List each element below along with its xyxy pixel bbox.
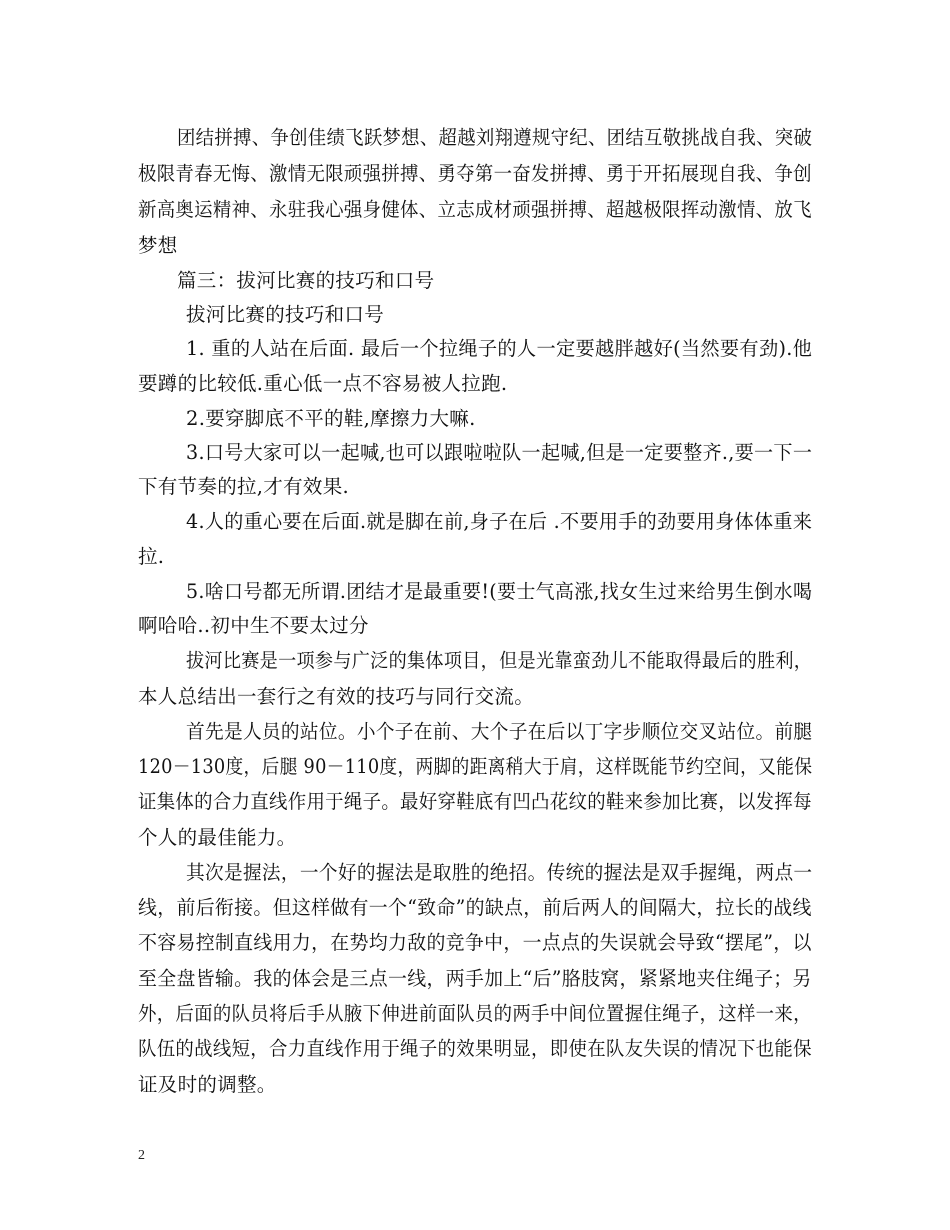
text-line: 队伍的战线短，合力直线作用于绳子的效果明显，即使在队友失误的情况下也能保	[138, 1037, 812, 1060]
text-line: 证集体的合力直线作用于绳子。最好穿鞋底有凹凸花纹的鞋来参加比赛，以发挥每	[138, 790, 812, 813]
section-subtitle: 拔河比赛的技巧和口号	[186, 303, 385, 326]
text-line: 证及时的调整。	[138, 1073, 277, 1096]
text-line: 团结拼搏、争创佳绩飞跃梦想、超越刘翔遵规守纪、团结互敬挑战自我、突破	[177, 126, 813, 149]
section-heading: 篇三：拔河比赛的技巧和口号	[177, 269, 435, 292]
text-line: 本人总结出一套行之有效的技巧与同行交流。	[138, 685, 535, 708]
text-line: 5.啥口号都无所谓.团结才是最重要!(要士气高涨,找女生过来给男生倒水喝	[186, 580, 813, 603]
text-line: 梦想	[138, 234, 178, 257]
text-line: 首先是人员的站位。小个子在前、大个子在后以丁字步顺位交叉站位。前腿	[186, 720, 813, 743]
text-line: 啊哈哈..初中生不要太过分	[138, 614, 369, 637]
text-line: 其次是握法，一个好的握法是取胜的绝招。传统的握法是双手握绳，两点一	[186, 861, 813, 884]
page-number: 2	[138, 1148, 145, 1163]
text-line: 1. 重的人站在后面. 最后一个拉绳子的人一定要越胖越好(当然要有劲).他	[186, 337, 813, 360]
text-line: 3.口号大家可以一起喊,也可以跟啦啦队一起喊,但是一定要整齐.,要一下一	[186, 441, 813, 464]
text-line: 线，前后衔接。但这样做有一个“致命”的缺点，前后两人的间隔大，拉长的战线	[138, 896, 812, 919]
text-line: 要蹲的比较低.重心低一点不容易被人拉跑.	[138, 372, 508, 395]
text-line: 4.人的重心要在后面.就是脚在前,身子在后 .不要用手的劲要用身体体重来	[186, 510, 813, 533]
text-line: 下有节奏的拉,才有效果.	[138, 475, 349, 498]
text-line: 新高奥运精神、永驻我心强身健体、立志成材顽强拼搏、超越极限挥动激情、放飞	[138, 198, 812, 221]
text-line: 至全盘皆输。我的体会是三点一线，两手加上“后”胳肢窝，紧紧地夹住绳子；另	[138, 967, 812, 990]
text-line: 极限青春无悔、激情无限顽强拼搏、勇夺第一奋发拼搏、勇于开拓展现自我、争创	[138, 162, 812, 185]
text-line: 拔河比赛是一项参与广泛的集体项目，但是光靠蛮劲儿不能取得最后的胜利，	[186, 649, 813, 672]
text-line: 2.要穿脚底不平的鞋,摩擦力大嘛.	[186, 407, 476, 430]
text-line: 拉.	[138, 545, 165, 568]
text-line: 外，后面的队员将后手从腋下伸进前面队员的两手中间位置握住绳子，这样一来，	[138, 1002, 812, 1025]
text-line: 个人的最佳能力。	[138, 826, 297, 849]
text-line: 120－130度，后腿 90－110度，两脚的距离稍大于肩，这样既能节约空间，又能保	[138, 755, 813, 778]
text-line: 不容易控制直线用力，在势均力敌的竞争中，一点点的失误就会导致“摆尾”，以	[138, 931, 812, 954]
